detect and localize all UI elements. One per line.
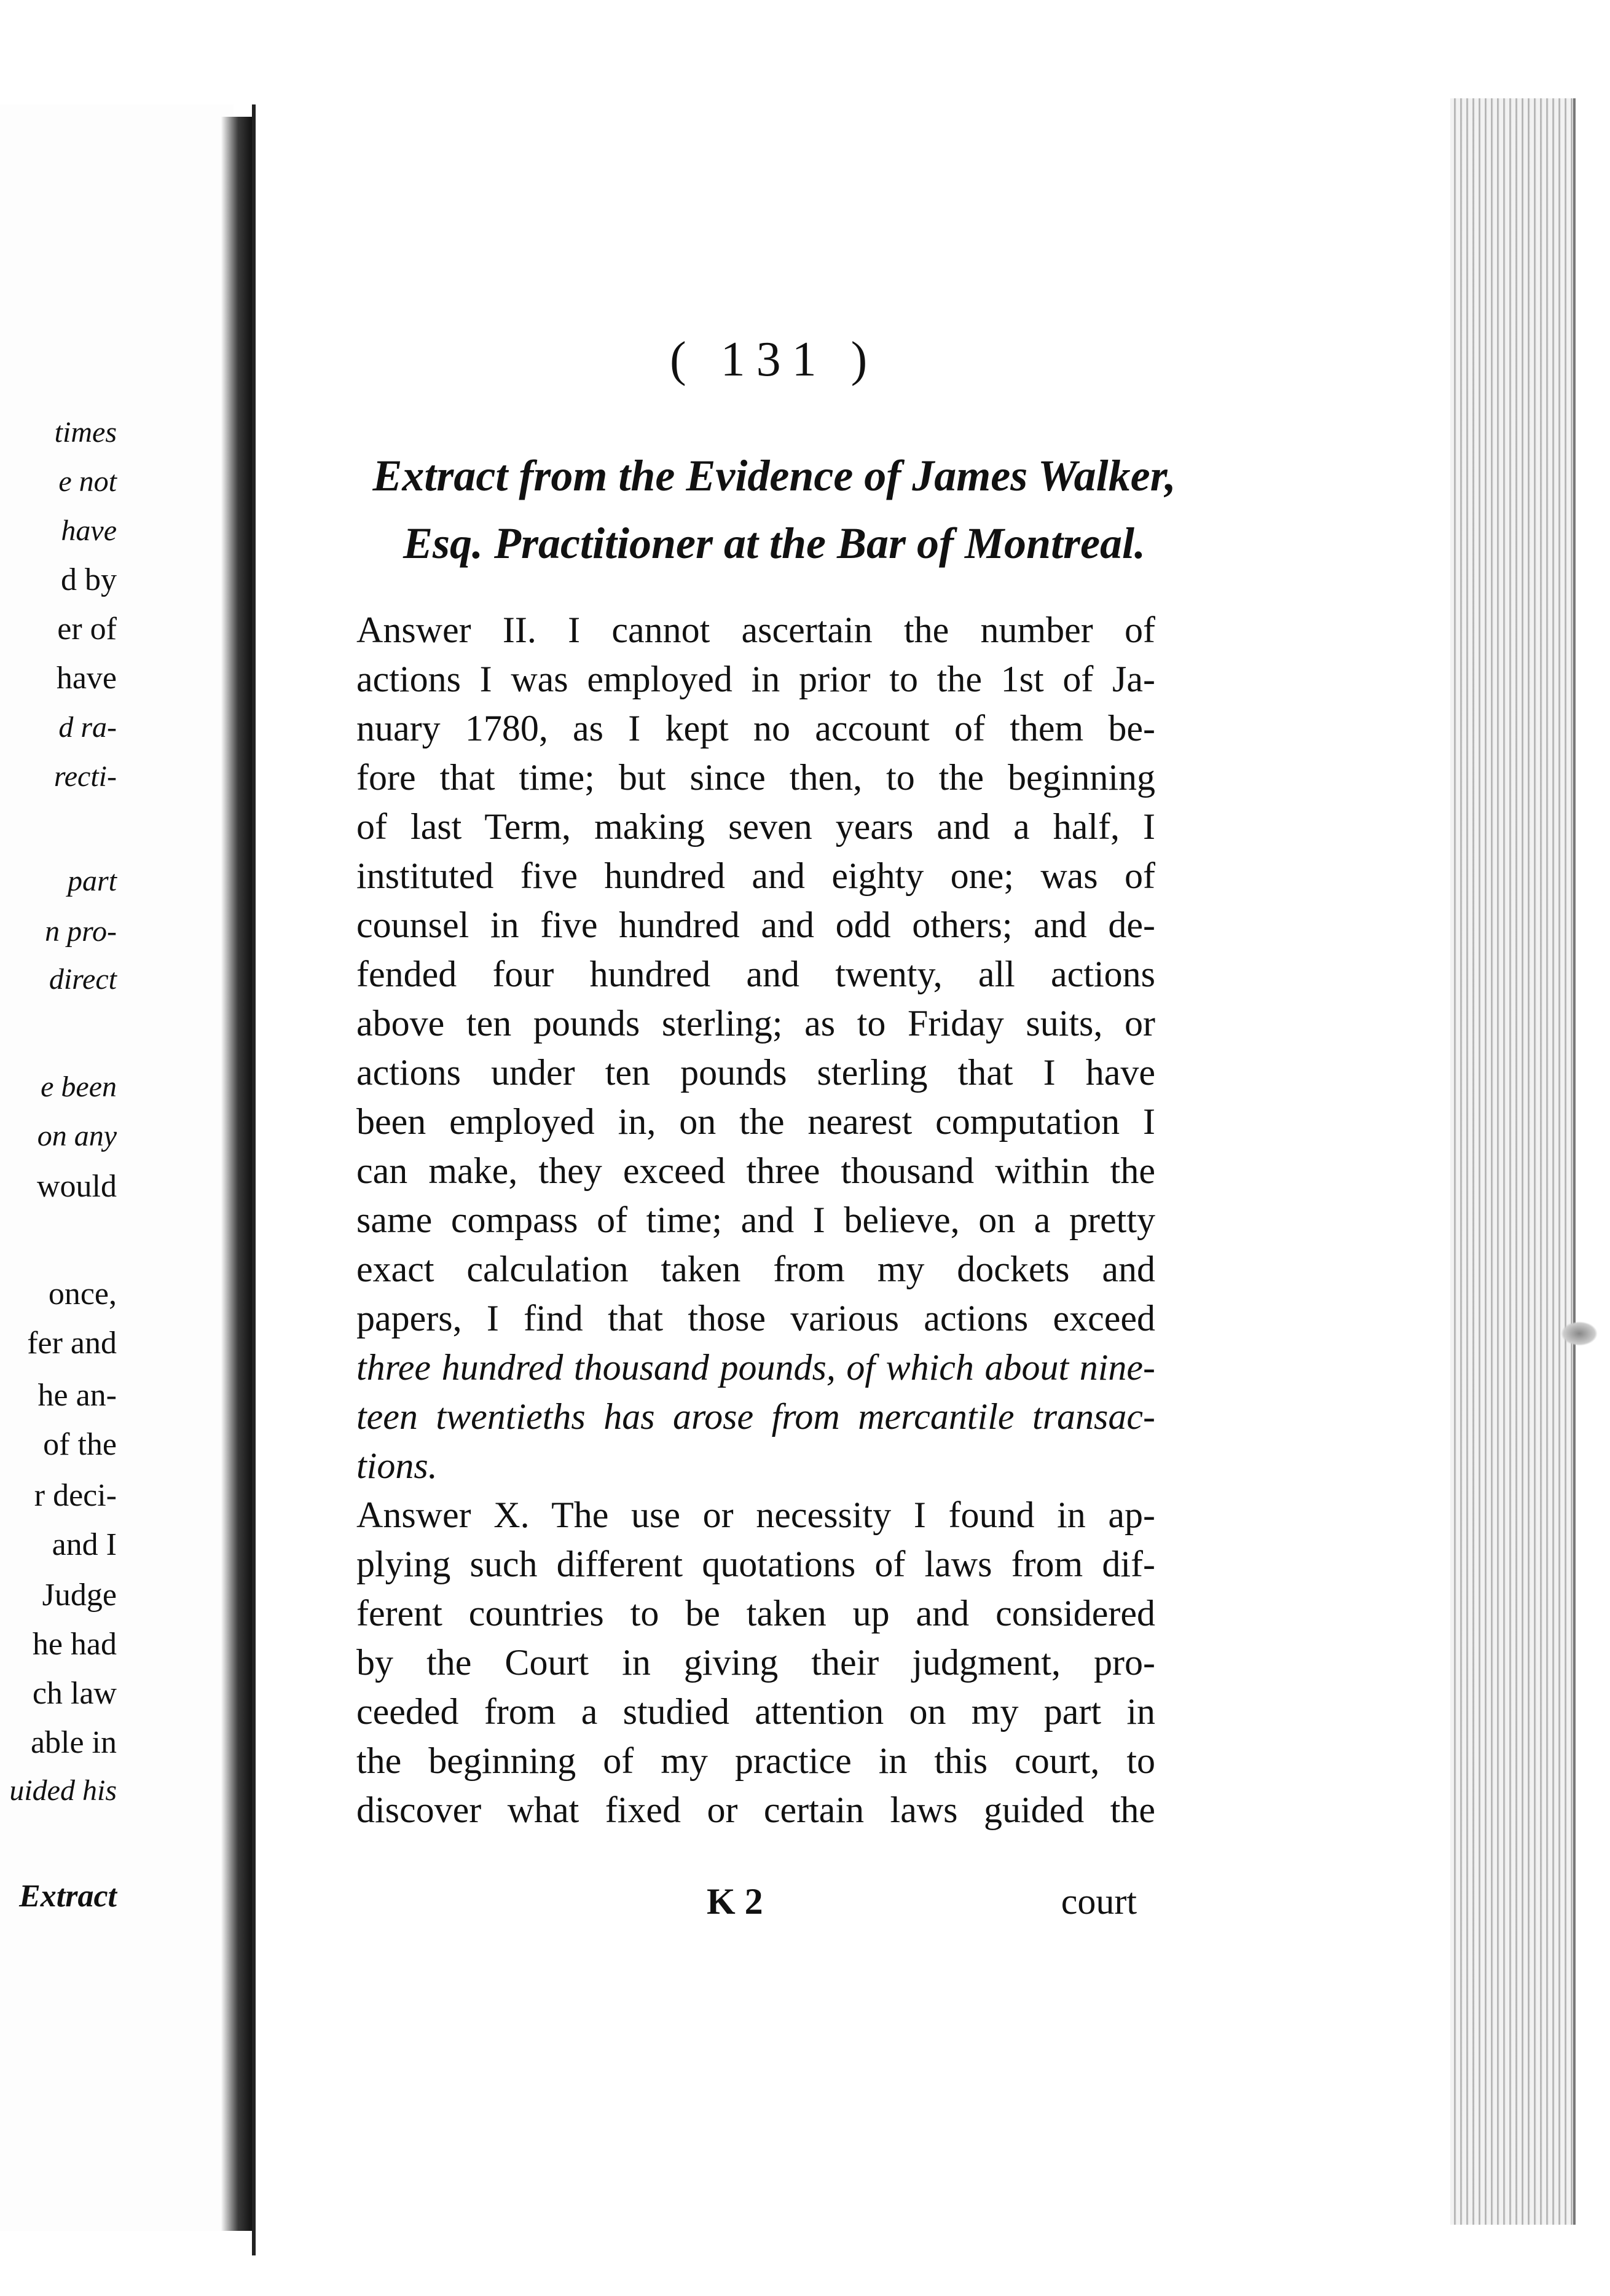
extract-heading-line-1: Extract from the Evidence of James Walker, bbox=[372, 451, 1176, 500]
left-page-line: on any bbox=[37, 1120, 117, 1152]
text-line: been employed in, on the nearest computation I bbox=[356, 1101, 1155, 1142]
italic-text-line: three hundred thousand pounds, of which about nine- bbox=[356, 1347, 1155, 1388]
text-line: fended four hundred and twenty, all actions bbox=[356, 954, 1155, 994]
left-page-line: once, bbox=[48, 1276, 117, 1311]
catchword: court bbox=[1061, 1881, 1137, 1922]
left-page-catchword: Extract bbox=[19, 1879, 117, 1914]
left-page-line: able in bbox=[30, 1725, 117, 1760]
text-line: fore that time; but since then, to the beginning bbox=[356, 757, 1155, 798]
text-line: nuary 1780, as I kept no account of them be- bbox=[356, 708, 1155, 749]
text-line: plying such different quotations of laws from dif- bbox=[356, 1544, 1155, 1584]
text-line: actions under ten pounds sterling that I have bbox=[356, 1052, 1155, 1093]
text-line: instituted five hundred and eighty one; was of bbox=[356, 855, 1155, 896]
page-number: ( 131 ) bbox=[670, 332, 879, 387]
left-page-line: have bbox=[61, 514, 117, 547]
left-page-line: and I bbox=[52, 1527, 117, 1562]
text-line: ferent countries to be taken up and considered bbox=[356, 1593, 1155, 1634]
signature-mark: K 2 bbox=[707, 1881, 763, 1922]
left-page-line: d ra- bbox=[58, 711, 117, 744]
left-page-line: uided his bbox=[9, 1774, 117, 1807]
left-page-line: recti- bbox=[53, 760, 117, 793]
left-page-line: Judge bbox=[42, 1578, 117, 1613]
text-line: papers, I find that those various actions exceed bbox=[356, 1298, 1155, 1339]
text-line: of last Term, making seven years and a half, I bbox=[356, 806, 1155, 847]
left-page-line: of the bbox=[43, 1427, 117, 1462]
left-page-line: times bbox=[54, 416, 117, 449]
left-page-line: part bbox=[67, 865, 117, 897]
extract-heading-line-2: Esq. Practitioner at the Bar of Montreal. bbox=[402, 519, 1146, 568]
text-line: Answer II. I cannot ascertain the number of bbox=[356, 610, 1155, 650]
text-line: actions I was employed in prior to the 1st of Ja- bbox=[356, 659, 1155, 699]
left-page-line: would bbox=[37, 1169, 117, 1204]
left-page-line: r deci- bbox=[34, 1478, 117, 1513]
text-line: ceeded from a studied attention on my part in bbox=[356, 1691, 1155, 1732]
left-page-line: d by bbox=[61, 562, 117, 597]
page-tab-mark bbox=[1561, 1321, 1598, 1346]
text-line: Answer X. The use or necessity I found in ap- bbox=[356, 1495, 1155, 1535]
book-gutter bbox=[221, 117, 252, 2231]
text-line: counsel in five hundred and odd others; and de- bbox=[356, 905, 1155, 945]
italic-text-line: tions. bbox=[356, 1445, 438, 1486]
text-line: exact calculation taken from my dockets and bbox=[356, 1249, 1155, 1289]
text-line: same compass of time; and I believe, on a pretty bbox=[356, 1200, 1155, 1240]
evidence-text bbox=[356, 605, 1155, 1834]
left-page-line: he an- bbox=[37, 1378, 117, 1413]
left-page-line: direct bbox=[49, 963, 117, 996]
text-line: by the Court in giving their judgment, pro- bbox=[356, 1642, 1155, 1683]
left-page-line: n pro- bbox=[45, 915, 117, 948]
text-line: discover what fixed or certain laws guided the bbox=[356, 1790, 1155, 1830]
text-line: the beginning of my practice in this court, to bbox=[356, 1740, 1155, 1781]
left-facing-page bbox=[0, 104, 234, 2231]
left-page-line: have bbox=[56, 661, 117, 696]
text-line: above ten pounds sterling; as to Friday suits, or bbox=[356, 1003, 1155, 1044]
left-page-line: er of bbox=[57, 611, 117, 647]
left-page-line: e been bbox=[41, 1071, 117, 1103]
left-page-line: e not bbox=[58, 465, 117, 498]
left-page-line: ch law bbox=[32, 1676, 117, 1711]
text-line: can make, they exceed three thousand within the bbox=[356, 1150, 1155, 1191]
left-page-line: he had bbox=[32, 1627, 117, 1662]
italic-text-line: teen twentieths has arose from mercantile transac- bbox=[356, 1396, 1155, 1437]
page-edges bbox=[1450, 98, 1576, 2225]
left-page-line: fer and bbox=[27, 1326, 117, 1361]
page-footer bbox=[356, 1881, 1155, 1936]
